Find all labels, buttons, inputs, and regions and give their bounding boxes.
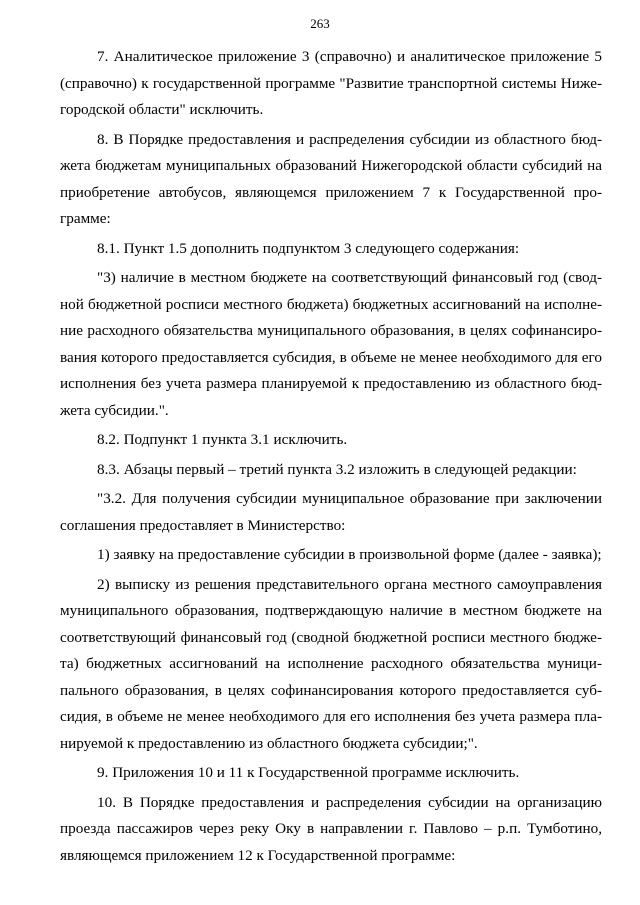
document-body: [60, 44, 602, 872]
paragraph-8-3: 8.3. Абзацы первый – третий пункта 3.2 изложить в следующей редакции:: [97, 460, 577, 478]
paragraph-8-2: 8.2. Подпункт 1 пункта 3.1 исключить.: [97, 431, 348, 448]
paragraph-7: 7. Аналитическое приложение 3 (справочно) и аналитическое приложение 5 (справочно) к государственной программе "Развитие транспортной системы Нижегородской области" исключить.: [60, 48, 602, 118]
paragraph-8-1-quote: "3) наличие в местном бюджете на соответствующий финансовый год (сводной бюджетной росписи местного бюджета) бюджетных ассигнований на исполнение расходного обязательства муниципального образования, в целях софинансирования которого предоставляется субсидия, в объеме не менее необходимого для его исполнения без учета размера планируемой к предоставлению из областного бюджета субсидии.".: [60, 269, 602, 419]
paragraph-item-1: 1) заявку на предоставление субсидии в произвольной форме (далее - заявка);: [97, 546, 602, 563]
paragraph-item-2: 2) выписку из решения представительного органа местного самоуправления муниципального образования, подтверждающую наличие в местном бюджете на соответствующий финансовый год (сводной бюджетной росписи местного бюджета) бюджетных ассигнований на исполнение расходного обязательства муниципального образования, в целях софинансирования которого предоставляется субсидия, в объеме не менее необходимого для его исполнения без учета размера планируемой к предоставлению из областного бюджета субсидии;".: [60, 575, 602, 752]
paragraph-10: 10. В Порядке предоставления и распределения субсидии на организацию проезда пассажиров через реку Оку в направлении г. Павлово – р.п. Тумботино, являющемся приложением 12 к Государственной программе:: [60, 793, 602, 864]
paragraph-3-2-quote: "3.2. Для получения субсидии муниципальное образование при заключении соглашения предоставляет в Министерство:: [60, 490, 602, 534]
page-number: 263: [310, 16, 330, 31]
paragraph-8-1: 8.1. Пункт 1.5 дополнить подпунктом 3 следующего содержания:: [97, 239, 520, 257]
paragraph-9: 9. Приложения 10 и 11 к Государственной программе исключить.: [97, 764, 520, 781]
paragraph-8: 8. В Порядке предоставления и распределения субсидии из областного бюджета бюджетам муниципальных образований Нижегородской области субсидий на приобретение автобусов, являющемся приложением 7 к Государственной программе:: [60, 130, 602, 227]
